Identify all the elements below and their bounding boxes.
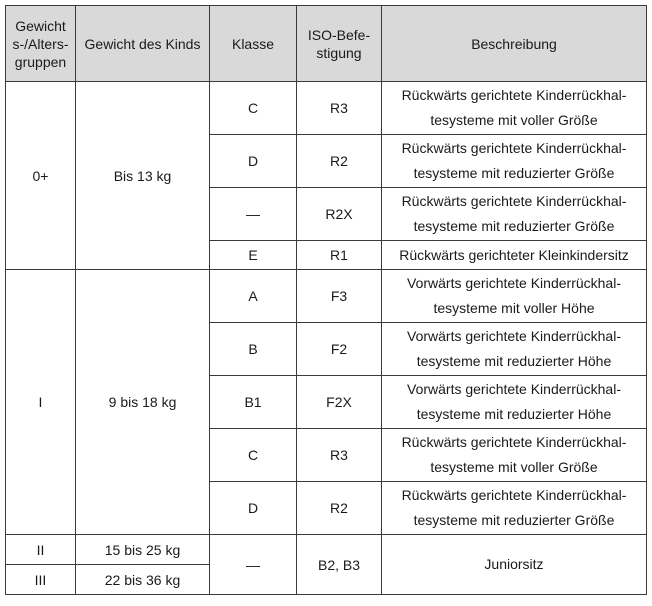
header-weight: Gewicht des Kinds — [76, 6, 210, 82]
iso-cell: R3 — [297, 82, 382, 135]
iso-cell: R2X — [297, 188, 382, 241]
description-cell: Rückwärts gerichtete Kinderrückhal-tesysteme mit reduzierter Größe — [382, 482, 647, 535]
iso-cell: F3 — [297, 270, 382, 323]
class-cell: B — [210, 323, 297, 376]
iso-cell: F2 — [297, 323, 382, 376]
header-description: Beschreibung — [382, 6, 647, 82]
class-cell: D — [210, 482, 297, 535]
iso-cell: R1 — [297, 241, 382, 270]
table-container — [5, 5, 647, 595]
iso-cell: R2 — [297, 135, 382, 188]
description-cell: Vorwärts gerichtete Kinderrückhal-tesysteme mit reduzierter Höhe — [382, 323, 647, 376]
weight-cell: 9 bis 18 kg — [76, 270, 210, 535]
class-cell: C — [210, 82, 297, 135]
group-cell: III — [6, 565, 76, 595]
iso-cell: R3 — [297, 429, 382, 482]
class-cell: A — [210, 270, 297, 323]
description-cell: Rückwärts gerichtete Kinderrückhal-tesysteme mit reduzierter Größe — [382, 188, 647, 241]
description-cell: Vorwärts gerichtete Kinderrückhal-tesysteme mit reduzierter Höhe — [382, 376, 647, 429]
iso-fix-class-table — [5, 5, 647, 595]
class-cell: C — [210, 429, 297, 482]
table-row — [6, 535, 647, 565]
class-cell: — — [210, 188, 297, 241]
class-cell: B1 — [210, 376, 297, 429]
description-cell: Rückwärts gerichtete Kinderrückhal-tesysteme mit reduzierter Größe — [382, 135, 647, 188]
class-cell: — — [210, 535, 297, 595]
header-group: Gewicht s-/Alters-gruppen — [6, 6, 76, 82]
header-iso: ISO-Befe-stigung — [297, 6, 382, 82]
group-cell: 0+ — [6, 82, 76, 270]
weight-cell: 22 bis 36 kg — [76, 565, 210, 595]
description-cell: Rückwärts gerichtete Kinderrückhal-tesysteme mit voller Größe — [382, 429, 647, 482]
weight-cell: 15 bis 25 kg — [76, 535, 210, 565]
description-cell: Juniorsitz — [382, 535, 647, 595]
class-cell: E — [210, 241, 297, 270]
description-cell: Vorwärts gerichtete Kinderrückhal-tesysteme mit voller Höhe — [382, 270, 647, 323]
class-cell: D — [210, 135, 297, 188]
table-row — [6, 270, 647, 323]
iso-cell: B2, B3 — [297, 535, 382, 595]
description-cell: Rückwärts gerichtete Kinderrückhal-tesysteme mit voller Größe — [382, 82, 647, 135]
header-class: Klasse — [210, 6, 297, 82]
group-cell: II — [6, 535, 76, 565]
iso-cell: R2 — [297, 482, 382, 535]
iso-cell: F2X — [297, 376, 382, 429]
table-row — [6, 82, 647, 135]
weight-cell: Bis 13 kg — [76, 82, 210, 270]
description-cell: Rückwärts gerichteter Kleinkindersitz — [382, 241, 647, 270]
group-cell: I — [6, 270, 76, 535]
header-row — [6, 6, 647, 82]
